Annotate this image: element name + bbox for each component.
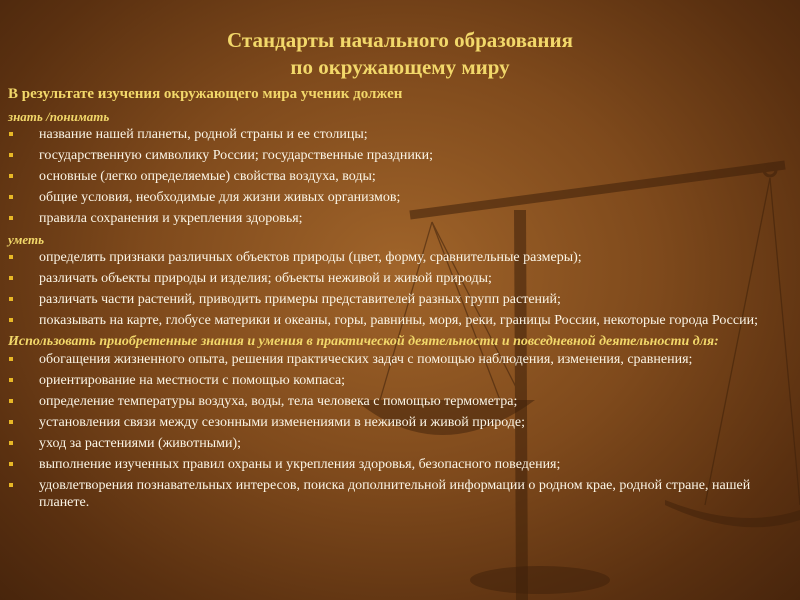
list-item: [8, 126, 793, 143]
list-item: [8, 477, 793, 511]
slide-title-line2: по окружающему миру: [290, 55, 510, 79]
lead-text: В результате изучения окружающего мира ученик должен: [8, 86, 403, 102]
list-item: [8, 456, 793, 473]
list-item-text: название нашей планеты, родной страны и ее столицы;: [39, 127, 368, 142]
bullet-icon: [9, 399, 13, 403]
list-item: [8, 435, 793, 452]
section-heading-apply: Использовать приобретенные знания и умения в практической деятельности и повседневной деятельности для:: [8, 334, 719, 349]
bullet-icon: [9, 276, 13, 280]
list-item: [8, 414, 793, 431]
bullet-icon: [9, 132, 13, 136]
list-item-text: определение температуры воздуха, воды, тела человека с помощью термометра;: [39, 394, 518, 409]
list-item-text: ориентирование на местности с помощью компаса;: [39, 373, 346, 388]
bullet-icon: [9, 420, 13, 424]
list-item: [8, 393, 793, 410]
list-item: [8, 249, 793, 266]
list-item-text: выполнение изученных правил охраны и укрепления здоровья, безопасного поведения;: [39, 457, 561, 472]
list-item-text: основные (легко определяемые) свойства воздуха, воды;: [39, 169, 376, 184]
bullet-icon: [9, 357, 13, 361]
bullet-icon: [9, 195, 13, 199]
content-list: [8, 106, 793, 515]
bullet-icon: [9, 297, 13, 301]
list-item-text: уход за растениями (животными);: [39, 436, 242, 451]
list-item: [8, 189, 793, 206]
list-item: [8, 291, 793, 308]
list-item: [8, 168, 793, 185]
list-item-text: правила сохранения и укрепления здоровья;: [39, 211, 303, 226]
list-item-text: различать части растений, приводить примеры представителей разных групп растений;: [39, 292, 561, 307]
section-heading-skills: уметь: [8, 232, 45, 247]
list-item-text: удовлетворения познавательных интересов, поиска дополнительной информации о родном крае, родной стране, нашей планете.: [39, 478, 751, 510]
bullet-icon: [9, 462, 13, 466]
bullet-icon: [9, 216, 13, 220]
section-heading-know: знать /понимать: [8, 109, 110, 124]
list-item-text: общие условия, необходимые для жизни живых организмов;: [39, 190, 401, 205]
bullet-icon: [9, 318, 13, 322]
list-item-text: показывать на карте, глобусе материки и океаны, горы, равнины, моря, реки, границы России, некоторые города России;: [39, 313, 758, 328]
list-item-text: государственную символику России; государственные праздники;: [39, 148, 433, 163]
list-item: [8, 147, 793, 164]
list-item-text: различать объекты природы и изделия; объекты неживой и живой природы;: [39, 271, 492, 286]
bullet-icon: [9, 441, 13, 445]
list-item: [8, 210, 793, 227]
list-item: [8, 372, 793, 389]
bullet-icon: [9, 378, 13, 382]
bullet-icon: [9, 153, 13, 157]
bullet-icon: [9, 255, 13, 259]
list-item: [8, 351, 793, 368]
list-item-text: установления связи между сезонными изменениями в неживой и живой природе;: [39, 415, 526, 430]
slide-title-line1: Стандарты начального образования: [227, 28, 573, 52]
list-item: [8, 270, 793, 287]
list-item-text: обогащения жизненного опыта, решения практических задач с помощью наблюдения, изменения, сравнения;: [39, 352, 693, 367]
bullet-icon: [9, 174, 13, 178]
bullet-icon: [9, 483, 13, 487]
list-item: [8, 312, 793, 329]
list-item-text: определять признаки различных объектов природы (цвет, форму, сравнительные размеры);: [39, 250, 582, 265]
